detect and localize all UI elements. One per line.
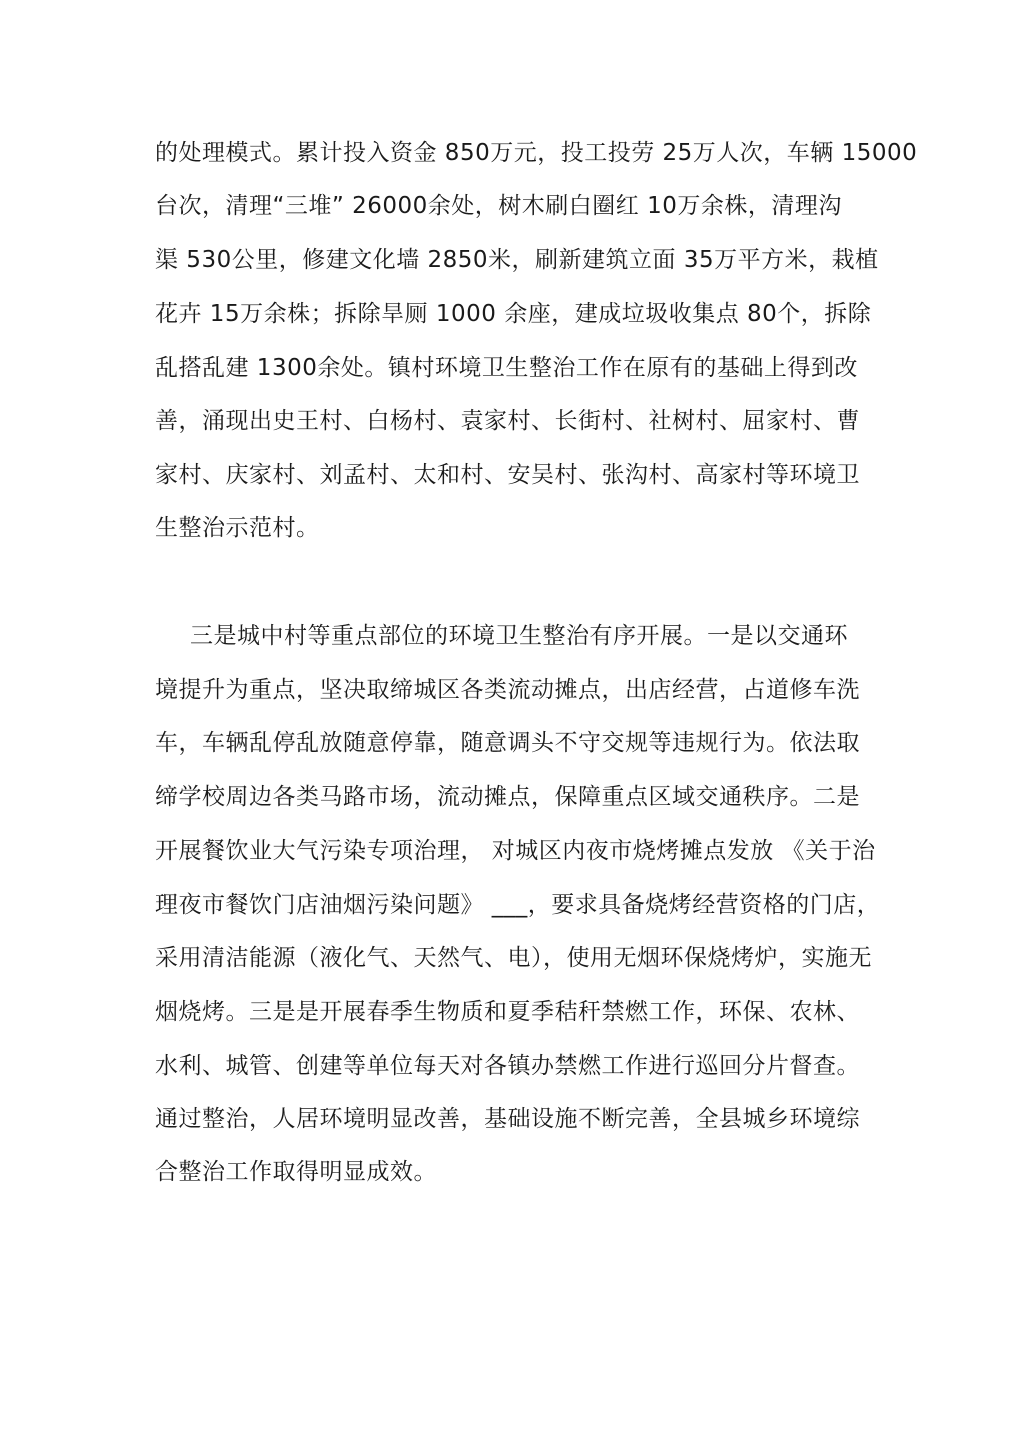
text-line: 三是城中村等重点部位的环境卫生整治有序开展。一是以交通环 bbox=[190, 623, 848, 649]
text-line: 烟烧烤。三是是开展春季生物质和夏季秸秆禁燃工作，环保、农林、 bbox=[155, 999, 860, 1025]
text-line: 台次，清理“三堆” 26000余处，树木刷白圈红 10万余株，清理沟 bbox=[155, 193, 842, 219]
text-line: 生整治示范村。 bbox=[155, 515, 320, 541]
text-line: 通过整治，人居环境明显改善，基础设施不断完善，全县城乡环境综 bbox=[155, 1106, 860, 1132]
text-line: 开展餐饮业大气污染专项治理， 对城区内夜市烧烤摊点发放 《关于治 bbox=[155, 838, 876, 864]
text-line: 车，车辆乱停乱放随意停靠，随意调头不守交规等违规行为。依法取 bbox=[155, 730, 860, 756]
text-line: 花卉 15万余株；拆除旱厕 1000 余座，建成垃圾收集点 80个，拆除 bbox=[155, 301, 872, 327]
text-line: 善，涌现出史王村、白杨村、袁家村、长街村、社树村、屈家村、曹 bbox=[155, 408, 860, 434]
text-line: 采用清洁能源（液化气、天然气、电），使用无烟环保烧烤炉，实施无 bbox=[155, 945, 872, 971]
text-line: 的处理模式。累计投入资金 850万元，投工投劳 25万人次，车辆 15000 bbox=[155, 140, 918, 166]
text-line: 水利、城管、创建等单位每天对各镇办禁燃工作进行巡回分片督查。 bbox=[155, 1053, 860, 1079]
text-line: 渠 530公里，修建文化墙 2850米，刷新建筑立面 35万平方米，栽植 bbox=[155, 247, 879, 273]
text-line: 缔学校周边各类马路市场，流动摊点，保障重点区域交通秩序。二是 bbox=[155, 784, 860, 810]
text-line: 合整治工作取得明显成效。 bbox=[155, 1159, 437, 1185]
text-line: 境提升为重点，坚决取缔城区各类流动摊点，出店经营，占道修车洗 bbox=[155, 677, 860, 703]
text-line: 乱搭乱建 1300余处。镇村环境卫生整治工作在原有的基础上得到改 bbox=[155, 355, 858, 381]
text-line: 家村、庆家村、刘孟村、太和村、安吴村、张沟村、高家村等环境卫 bbox=[155, 462, 860, 488]
text-line: 理夜市餐饮门店油烟污染问题》 ___，要求具备烧烤经营资格的门店， bbox=[155, 892, 881, 918]
